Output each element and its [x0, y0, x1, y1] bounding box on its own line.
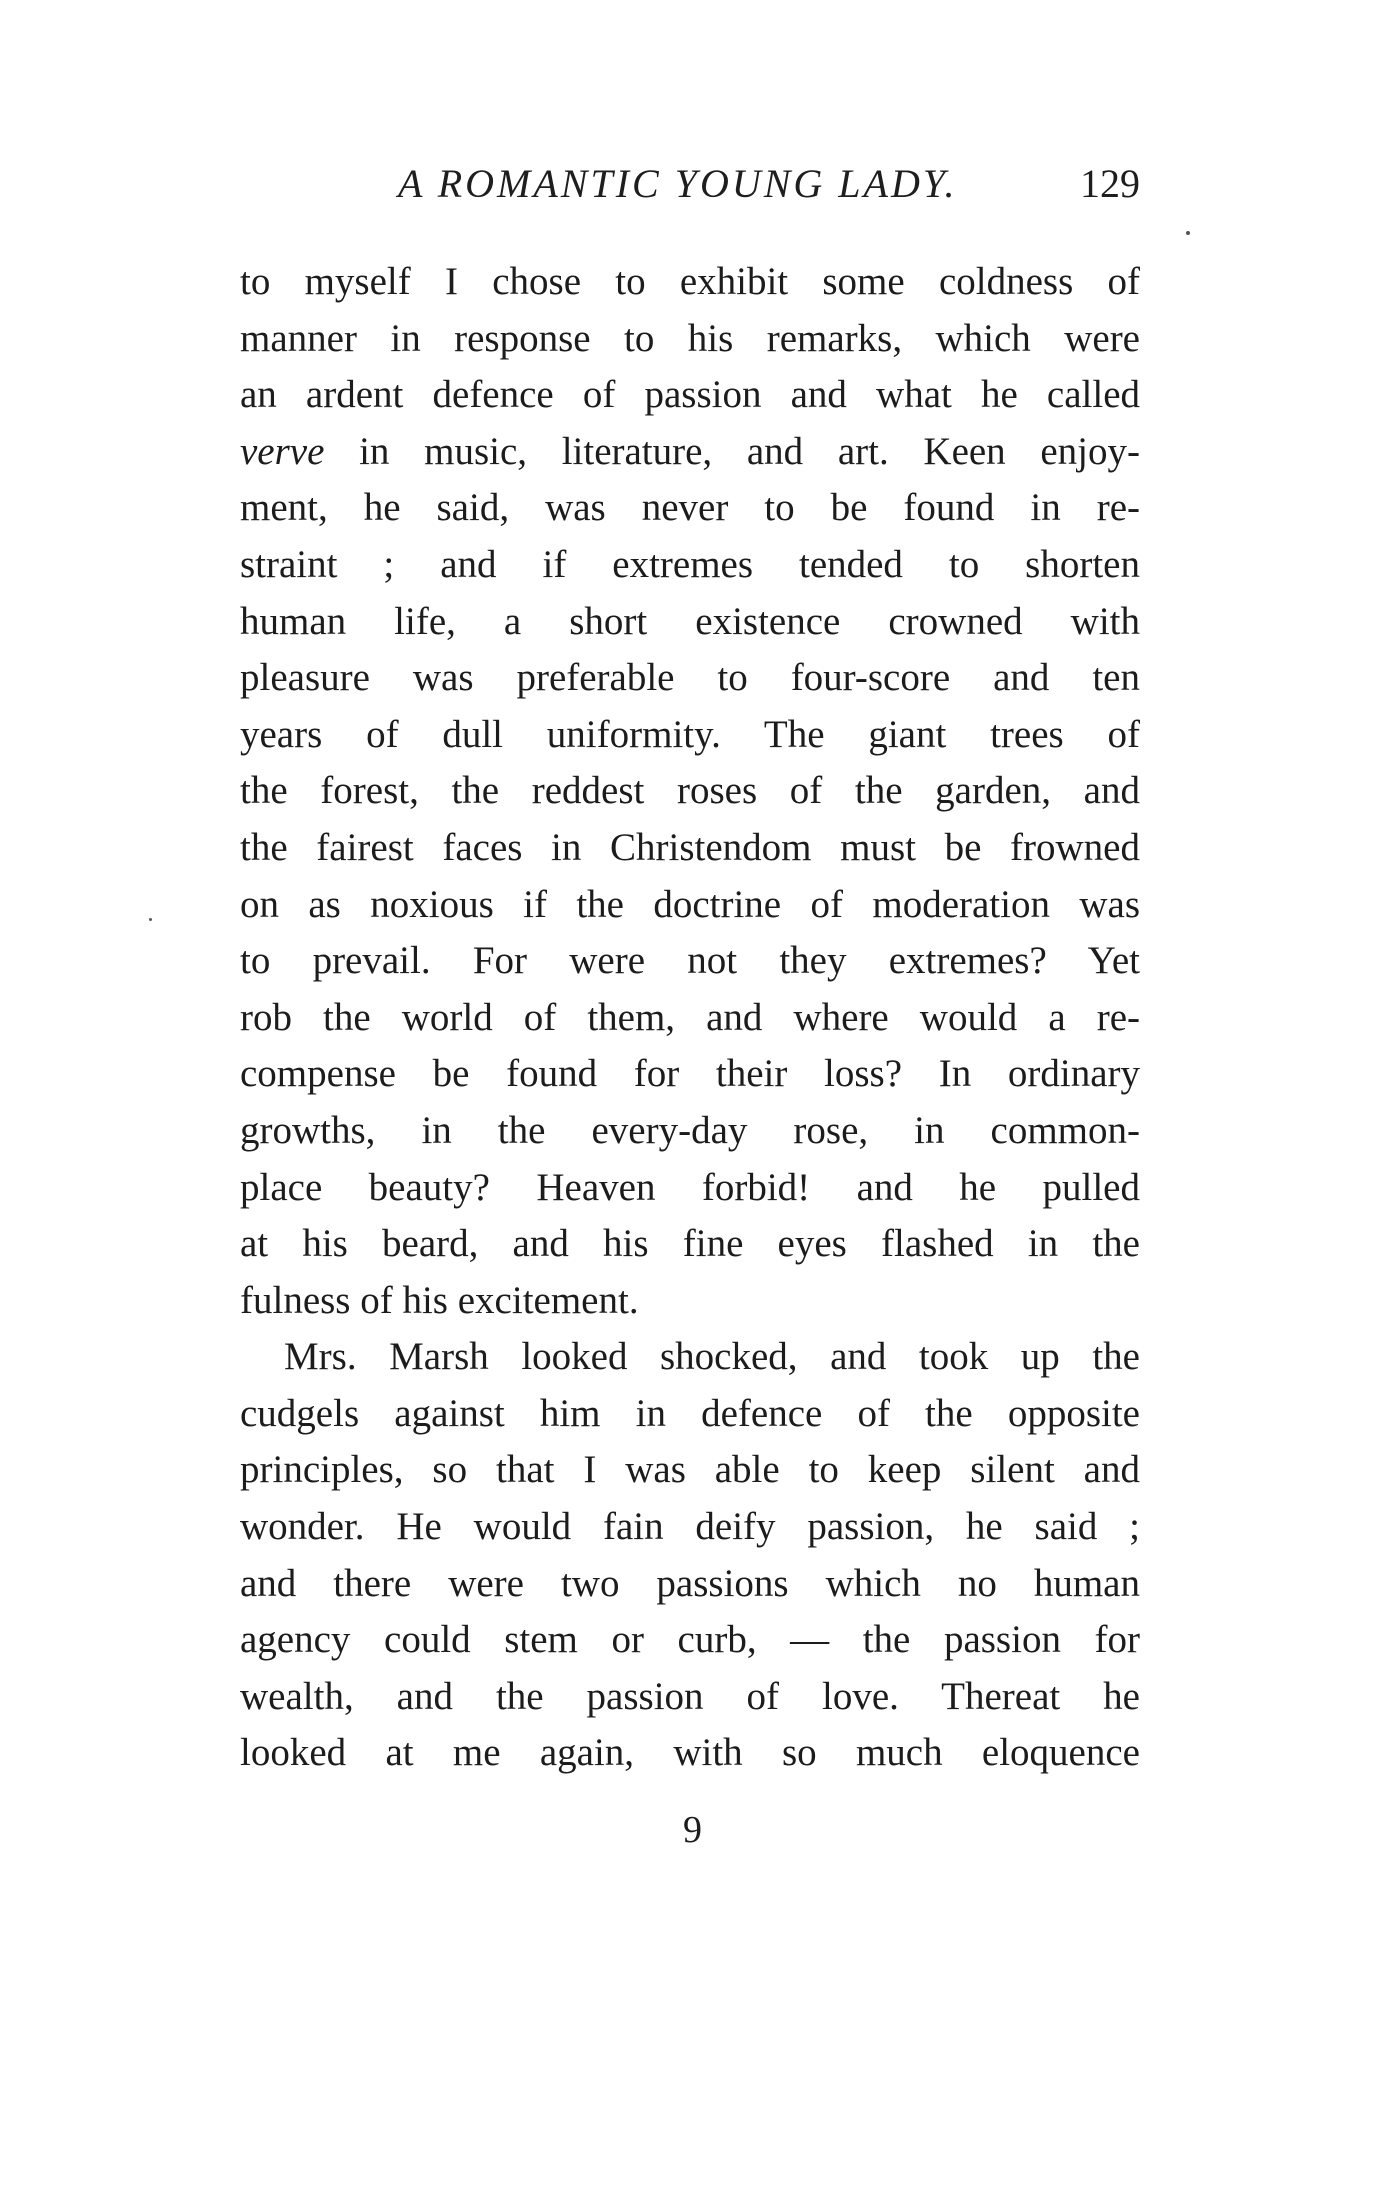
text-line: years of dull uniformity. The giant trees of	[240, 712, 1140, 756]
signature-mark: 9	[683, 1809, 702, 1851]
text-line: cudgels against him in defence of the opposite	[240, 1391, 1140, 1435]
text-line: looked at me again, with so much eloquence	[240, 1731, 1140, 1775]
text-line-rest: in music, literature, and art. Keen enjoy-	[324, 429, 1140, 473]
text-line: straint ; and if extremes tended to shorten	[240, 542, 1140, 586]
text-line: to myself I chose to exhibit some coldness of	[240, 260, 1140, 303]
text-line: wonder. He would fain deify passion, he said ;	[240, 1505, 1140, 1549]
text-line: manner in response to his remarks, which were	[240, 316, 1140, 360]
text-line: the forest, the reddest roses of the garden, and	[240, 769, 1140, 813]
text-line: on as noxious if the doctrine of moderation was	[240, 882, 1140, 926]
text-line: to prevail. For were not they extremes? Yet	[240, 939, 1140, 983]
text-line: the fairest faces in Christendom must be frowned	[240, 825, 1140, 869]
text-line: agency could stem or curb, — the passion for	[240, 1618, 1140, 1662]
text-line: human life, a short existence crowned with	[240, 599, 1140, 643]
page-number: 129	[1080, 161, 1140, 206]
text-line: rob the world of them, and where would a re-	[240, 995, 1140, 1039]
text-line: wealth, and the passion of love. Thereat he	[240, 1674, 1140, 1718]
print-speck	[149, 918, 152, 921]
text-line: Mrs. Marsh looked shocked, and took up the	[284, 1335, 1140, 1379]
italic-word: verve	[240, 429, 325, 473]
text-line: place beauty? Heaven forbid! and he pulled	[240, 1165, 1140, 1209]
text-line-with-italic	[240, 424, 1140, 481]
text-line: growths, in the every-day rose, in common-	[240, 1108, 1140, 1152]
text-line: at his beard, and his fine eyes flashed in the	[240, 1222, 1140, 1266]
text-line: principles, so that I was able to keep silent and	[240, 1448, 1140, 1492]
body-text	[240, 254, 1140, 1782]
text-line: and there were two passions which no human	[240, 1561, 1140, 1605]
running-head	[240, 160, 1140, 210]
print-speck	[1186, 231, 1190, 235]
text-line: ment, he said, was never to be found in re-	[240, 486, 1140, 530]
text-line: fulness of his excitement.	[240, 1278, 639, 1322]
text-line: compense be found for their loss? In ordinary	[240, 1052, 1140, 1096]
text-line: an ardent defence of passion and what he called	[240, 373, 1140, 417]
running-title: A ROMANTIC YOUNG LADY.	[398, 161, 958, 206]
text-line: pleasure was preferable to four-score and ten	[240, 656, 1140, 700]
